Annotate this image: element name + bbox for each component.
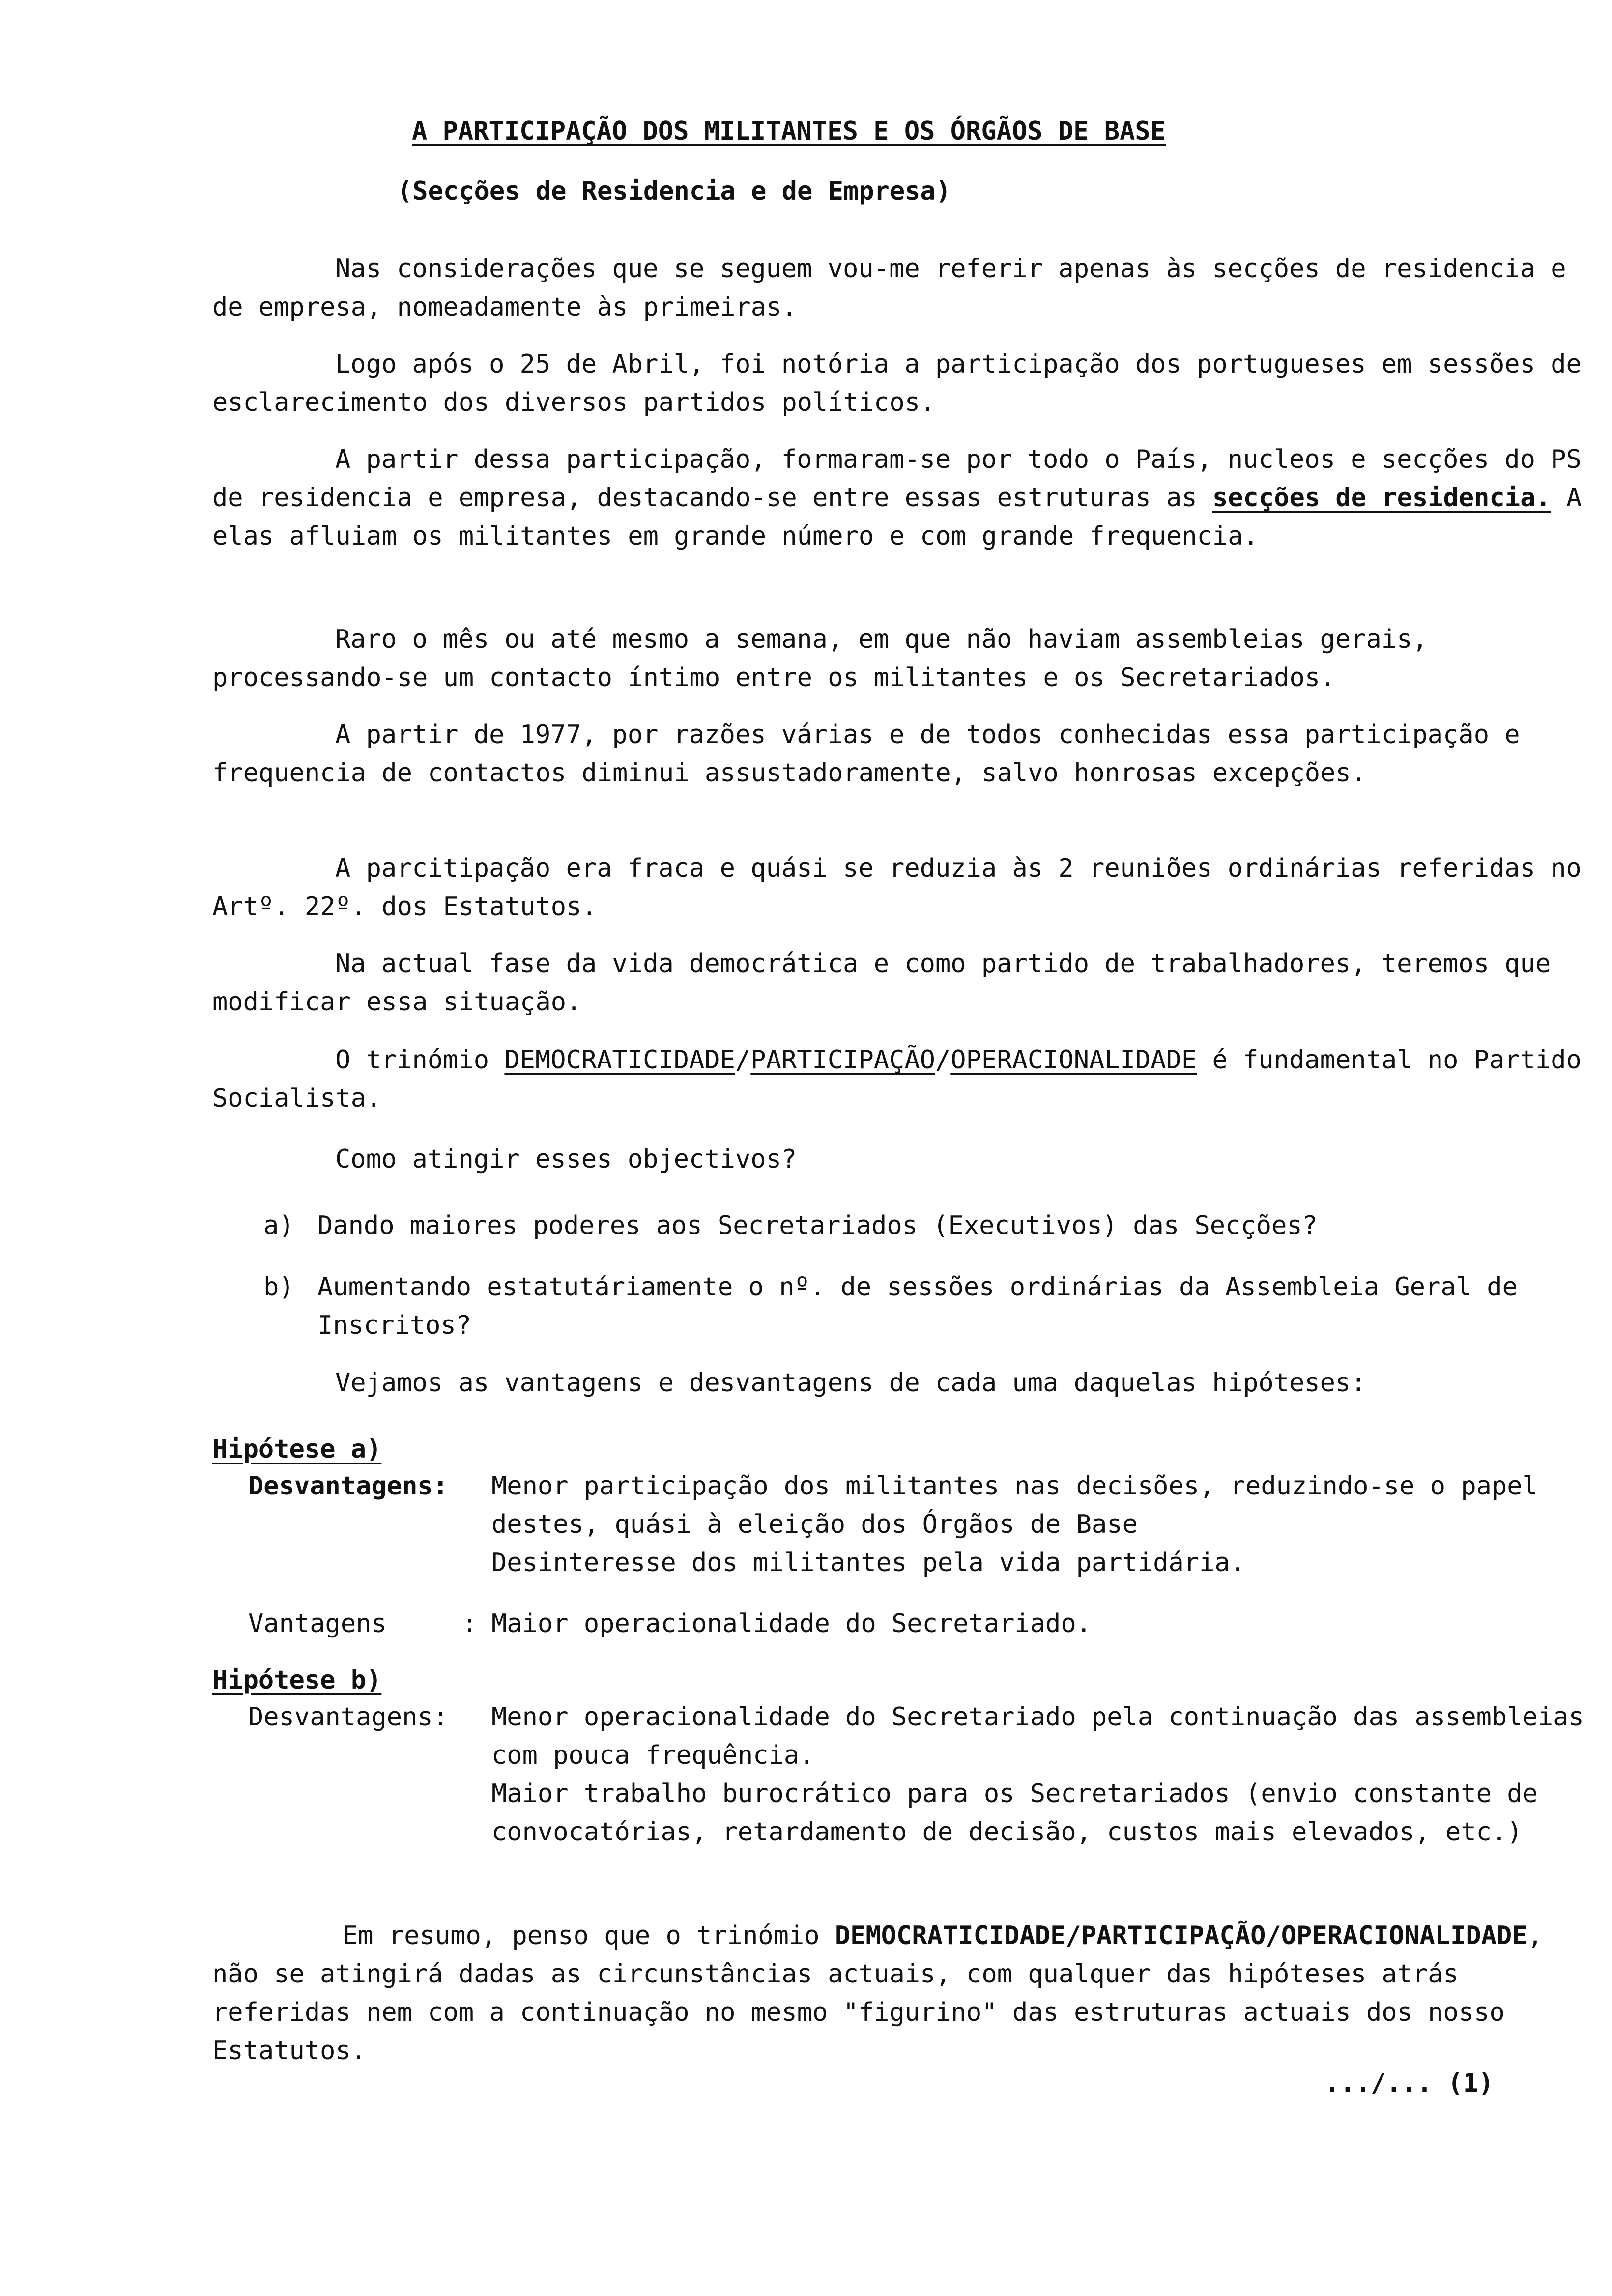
- summary-text-end: , não se atingirá dadas as circunstâncias actuais, com qualquer das hipóteses atrás referidas nem com a continuação no mesmo "figurino" das estruturas actuais dos nosso Estatutos.: [212, 1921, 1543, 2066]
- underlined-phrase: secções de residencia.: [1212, 483, 1551, 513]
- summary-text: Em resumo, penso que o trinómio: [343, 1921, 835, 1951]
- hypothesis-b-disadvantages-label: Desvantagens:: [248, 1702, 448, 1732]
- hypothesis-a-disadvantages-2: Desinteresse dos militantes pela vida partidária.: [491, 1548, 1246, 1578]
- paragraph-3-text: A partir dessa participação, formaram-se por todo o País, nucleos e secções do PS de residencia e empresa, destacando-se entre essas estruturas as: [212, 445, 1582, 513]
- hypothesis-b-disadvantages-1: Menor operacionalidade do Secretariado pela continuação das assembleias com pouca frequência.: [491, 1702, 1584, 1770]
- trinomio-separator-2: /: [935, 1045, 951, 1075]
- option-b-label: b): [263, 1272, 294, 1302]
- option-b: [263, 1268, 1566, 1345]
- paragraph-4: [212, 620, 1583, 697]
- hypothesis-b-disadvantages-2: Maior trabalho burocrático para os Secretariados (envio constante de convocatórias, retardamento de decisão, custos mais elevados, etc.): [491, 1779, 1538, 1847]
- document-title: A PARTICIPAÇÃO DOS MILITANTES E OS ÓRGÃOS DE BASE: [412, 116, 1166, 146]
- hypotheses-intro: Vejamos as vantagens e desvantagens de cada uma daquelas hipóteses:: [335, 1368, 1366, 1398]
- option-b-text: Aumentando estatutáriamente o nº. de sessões ordinárias da Assembleia Geral de Inscritos?: [317, 1272, 1518, 1340]
- trinomio-term-1: DEMOCRATICIDADE: [504, 1045, 735, 1075]
- paragraph-5: [212, 716, 1583, 792]
- paragraph-2-text: Logo após o 25 de Abril, foi notória a participação dos portugueses em sessões de esclarecimento dos diversos partidos políticos.: [212, 349, 1582, 417]
- summary-paragraph: [212, 1917, 1583, 2070]
- paragraph-6-text: A parcitipação era fraca e quási se reduzia às 2 reuniões ordinárias referidas no Artº. 22º. dos Estatutos.: [212, 854, 1582, 921]
- summary-trinomio: DEMOCRATICIDADE/PARTICIPAÇÃO/OPERACIONALIDADE: [835, 1921, 1527, 1951]
- option-a-label: a): [263, 1211, 294, 1240]
- hypothesis-a-heading: Hipótese a): [212, 1435, 382, 1464]
- trinomio-term-3: OPERACIONALIDADE: [950, 1045, 1197, 1075]
- option-a: [263, 1206, 1566, 1245]
- paragraph-4-text: Raro o mês ou até mesmo a semana, em que não haviam assembleias gerais, processando-se um contacto íntimo entre os militantes e os Secretariados.: [212, 625, 1428, 692]
- hypothesis-a-advantages-colon: :: [462, 1609, 478, 1638]
- hypothesis-a-disadvantages-1: Menor participação dos militantes nas decisões, reduzindo-se o papel destes, quási à eleição dos Órgãos de Base: [491, 1471, 1538, 1539]
- paragraph-5-text: A partir de 1977, por razões várias e de todos conhecidas essa participação e frequencia de contactos diminui assustadoramente, salvo honrosas excepções.: [212, 720, 1520, 788]
- paragraph-3-text-end: A elas afluiam os militantes em grande número e com grande frequencia.: [212, 483, 1582, 551]
- hypothesis-a-advantages-text: Maior operacionalidade do Secretariado.: [491, 1609, 1092, 1638]
- paragraph-1: [212, 250, 1583, 326]
- paragraph-7-text: Na actual fase da vida democrática e como partido de trabalhadores, teremos que modificar essa situação.: [212, 949, 1551, 1017]
- paragraph-2: [212, 345, 1583, 422]
- option-a-text: Dando maiores poderes aos Secretariados (Executivos) das Secções?: [317, 1211, 1318, 1240]
- document-subtitle: (Secções de Residencia e de Empresa): [397, 176, 951, 206]
- paragraph-6: [212, 849, 1583, 926]
- question: Como atingir esses objectivos?: [335, 1145, 797, 1174]
- hypothesis-a-disadvantages-label: Desvantagens:: [248, 1471, 448, 1501]
- hypothesis-a-advantages-label: Vantagens: [248, 1609, 387, 1638]
- page-continuation-marker: .../... (1): [1324, 2068, 1494, 2098]
- paragraph-8: [212, 1041, 1583, 1118]
- paragraph-7: [212, 945, 1583, 1021]
- paragraph-8-text: O trinómio: [335, 1045, 505, 1075]
- paragraph-3: [212, 440, 1583, 555]
- trinomio-separator-1: /: [735, 1045, 751, 1075]
- hypothesis-b-heading: Hipótese b): [212, 1665, 382, 1695]
- paragraph-1-text: Nas considerações que se seguem vou-me referir apenas às secções de residencia e de empresa, nomeadamente às primeiras.: [212, 254, 1566, 322]
- paragraph-8-text-end: é fundamental no Partido Socialista.: [212, 1045, 1582, 1113]
- trinomio-term-2: PARTICIPAÇÃO: [750, 1045, 935, 1075]
